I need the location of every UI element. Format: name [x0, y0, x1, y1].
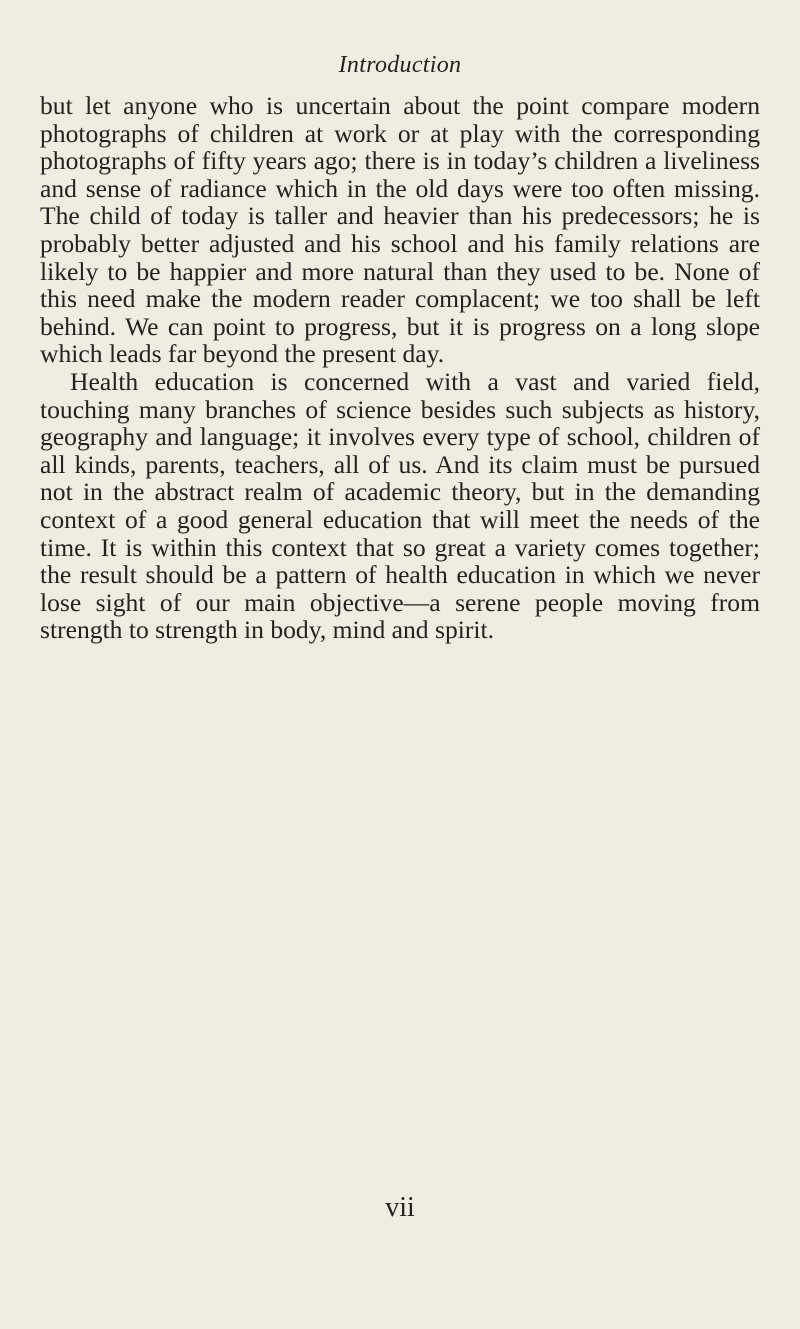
- body-text: [40, 92, 760, 644]
- paragraph-continued: but let anyone who is uncertain about the point compare modern photographs of children at work or at play with the corresponding photographs of fifty years ago; there is in today’s children a liveliness and sense of radiance which in the old days were too often missing. The child of today is taller and heavier than his predecessors; he is probably better adjusted and his school and his family relations are likely to be happier and more natural than they used to be. None of this need make the modern reader complacent; we too shall be left behind. We can point to progress, but it is progress on a long slope which leads far beyond the present day.: [40, 91, 760, 369]
- running-head: Introduction: [338, 52, 462, 78]
- page-number: vii: [385, 1192, 415, 1223]
- paragraph-health-education: Health education is concerned with a vast and varied field, touching many branches of science besides such subjects as history, geography and language; it involves every type of school, children of all kinds, parents, teachers, all of us. And its claim must be pursued not in the abstract realm of academic theory, but in the demanding context of a good general education that will meet the needs of the time. It is within this context that so great a variety comes together; the result should be a pattern of health education in which we never lose sight of our main objective—a serene people moving from strength to strength in body, mind and spirit.: [40, 366, 760, 645]
